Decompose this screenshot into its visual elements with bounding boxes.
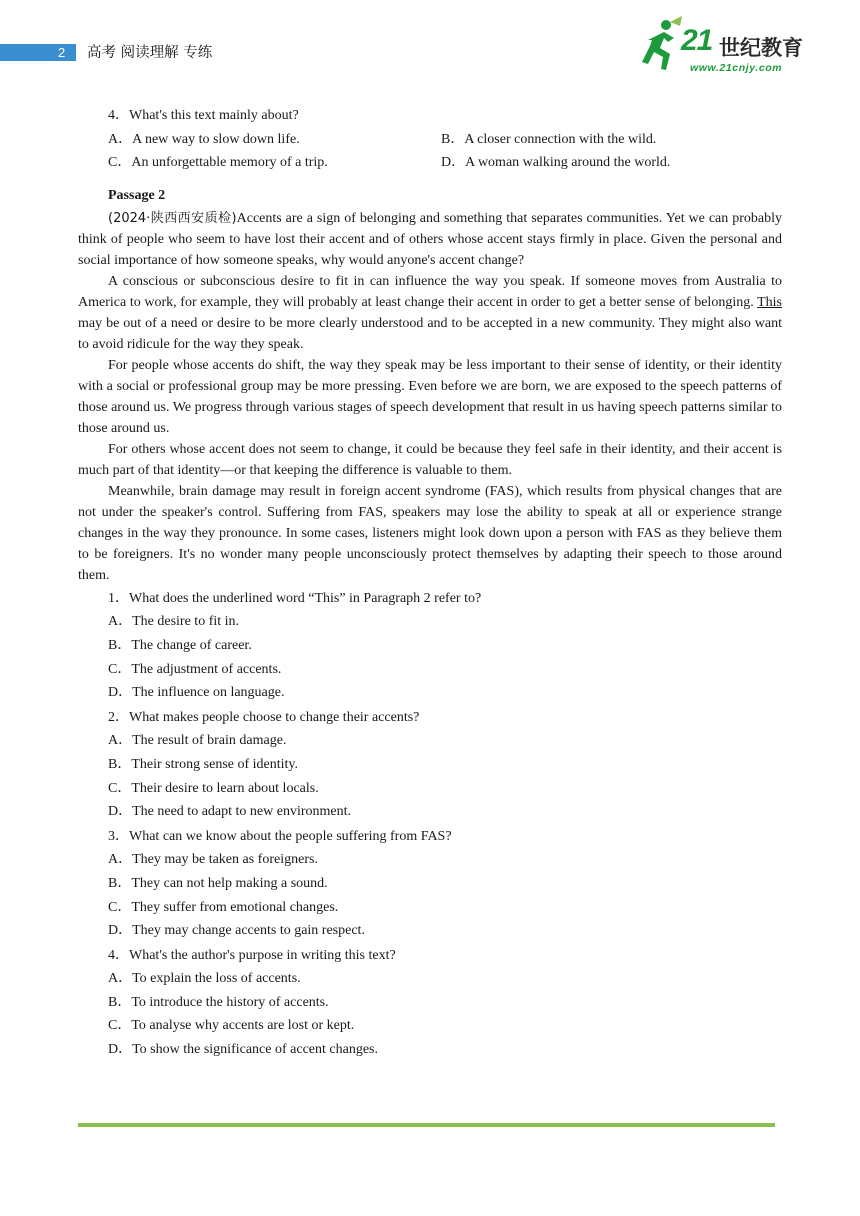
passage1-q4-options-row2 — [78, 151, 782, 175]
option-c: C．An unforgettable memory of a trip. — [108, 155, 328, 171]
logo-url: www.21cnjy.com — [690, 62, 783, 74]
option-a: A．The desire to fit in. — [108, 614, 240, 630]
passage2-paragraph-4: For others whose accent does not seem to change, it could be because they feel safe in their identity, and their accent is much part of that identity—or that keeping the difference is valuable to them. — [78, 441, 782, 478]
option-d: D．To show the significance of accent changes. — [108, 1042, 378, 1058]
paragraph-text: A conscious or subconscious desire to fit in can influence the way you speak. If someone moves from Australia to America to work, for example, they will probably at least change their accent in order to get a better sense of belonging. — [78, 273, 782, 310]
document-body — [78, 104, 782, 1062]
paragraph-text: may be out of a need or desire to be more clearly understood and to be accepted in a new community. They might also want to avoid ridicule for the way they speak. — [78, 315, 782, 352]
header-title: 高考 阅读理解 专练 — [87, 45, 213, 61]
option-a: A．They may be taken as foreigners. — [108, 852, 318, 868]
question-2 — [78, 706, 782, 824]
option-b: B．A closer connection with the wild. — [441, 131, 657, 147]
logo-brand-cn: 世纪教育 — [719, 36, 803, 60]
option-a: A．To explain the loss of accents. — [108, 971, 301, 987]
footer-divider — [78, 1123, 775, 1127]
underlined-word: This — [757, 294, 782, 310]
passage2-paragraph-3: For people whose accents do shift, the way they speak may be less important to their sense of identity, or their identity with a social or professional group may be more pressing. Even before we are born, we are exposed to the speech patterns of those around us. We progress through various stages of speech development that result in us having speech patterns similar to those around us. — [78, 357, 782, 436]
passage2-paragraph-1 — [78, 208, 782, 271]
passage2-title: Passage 2 — [108, 187, 166, 203]
option-d: D．The influence on language. — [108, 685, 285, 701]
option-c: C．To analyse why accents are lost or kept. — [108, 1018, 355, 1034]
paragraph-text: Accents are a sign of belonging and something that separates communities. Yet we can probably think of people who seem to have lost their accent and of others whose accent stays firmly in place. Given the personal and social importance of how someone speaks, why would anyone's accent change? — [78, 210, 782, 268]
option-b: B．To introduce the history of accents. — [108, 994, 329, 1010]
option-d: D．A woman walking around the world. — [441, 155, 671, 171]
passage1-q4-options-row1 — [78, 128, 782, 152]
option-a: A．A new way to slow down life. — [108, 131, 300, 147]
passage2-paragraph-5: Meanwhile, brain damage may result in foreign accent syndrome (FAS), which results from physical changes that are not under the speaker's control. Suffering from FAS, speakers may lose the ability to speak at all or experience strange changes in the way they pronounce. In some cases, listeners might look down upon a person with FAS as they believe them to be foreigners. It's no wonder many people unconsciously protect themselves by adapting their speech to those around them. — [78, 483, 782, 583]
passage1-q4-stem: 4．What's this text mainly about? — [108, 108, 299, 123]
question-stem: 1．What does the underlined word “This” in Paragraph 2 refer to? — [108, 590, 482, 606]
passage2-paragraph-2 — [78, 271, 782, 355]
option-c: C．Their desire to learn about locals. — [108, 780, 319, 796]
option-d: D．They may change accents to gain respect. — [108, 923, 365, 939]
option-b: B．Their strong sense of identity. — [108, 756, 299, 772]
brand-logo — [640, 16, 810, 78]
question-4 — [78, 944, 782, 1062]
page-number: 2 — [58, 45, 66, 60]
question-3 — [78, 825, 782, 943]
question-stem: 2．What makes people choose to change their accents? — [108, 709, 420, 725]
option-b: B．They can not help making a sound. — [108, 875, 328, 891]
question-stem: 4．What's the author's purpose in writing this text? — [108, 947, 396, 963]
runner-icon — [640, 16, 684, 74]
option-d: D．The need to adapt to new environment. — [108, 804, 351, 820]
passage2-source: (2024·陕西西安质检) — [108, 210, 237, 226]
option-c: C．The adjustment of accents. — [108, 661, 282, 677]
option-b: B．The change of career. — [108, 637, 252, 653]
logo-21: 21 — [681, 24, 713, 57]
question-stem: 3．What can we know about the people suffering from FAS? — [108, 828, 452, 844]
question-1 — [78, 587, 782, 705]
option-c: C．They suffer from emotional changes. — [108, 899, 339, 915]
option-a: A．The result of brain damage. — [108, 733, 287, 749]
